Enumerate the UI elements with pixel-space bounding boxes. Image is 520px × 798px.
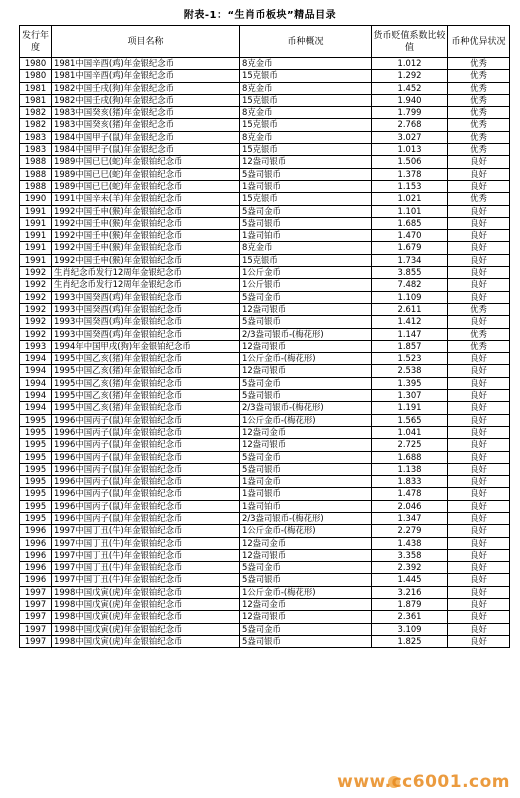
cell-year: 1994: [20, 353, 52, 365]
cell-coefficient: 1.685: [372, 217, 448, 229]
table-row: [20, 131, 510, 143]
table-row: [20, 144, 510, 156]
cell-coin-type: 15克银币: [240, 254, 372, 266]
cell-year: 1981: [20, 94, 52, 106]
cell-year: 1983: [20, 131, 52, 143]
table-row: [20, 549, 510, 561]
table-row: [20, 586, 510, 598]
cell-name: 1998中国戊寅(虎)年金银铂纪念币: [52, 611, 240, 623]
cell-year: 1988: [20, 168, 52, 180]
page-title: 附表-1：“生肖币板块”精品目录: [183, 10, 337, 21]
cell-name: 1992中国壬申(猴)年金银铂纪念币: [52, 254, 240, 266]
cell-name: 1997中国丁丑(牛)年金银铂纪念币: [52, 537, 240, 549]
cell-year: 1997: [20, 623, 52, 635]
cell-coin-type: 2/3盎司银币-(梅花形): [240, 512, 372, 524]
cell-coefficient: 2.392: [372, 562, 448, 574]
cell-coefficient: 1.879: [372, 599, 448, 611]
cell-rating: 优秀: [448, 131, 510, 143]
cell-year: 1980: [20, 58, 52, 70]
cell-year: 1980: [20, 70, 52, 82]
cell-year: 1995: [20, 426, 52, 438]
cell-rating: 优秀: [448, 303, 510, 315]
cell-coefficient: 1.101: [372, 205, 448, 217]
cell-coin-type: 8克金币: [240, 242, 372, 254]
cell-year: 1997: [20, 635, 52, 647]
cell-rating: 良好: [448, 488, 510, 500]
cell-coefficient: 1.412: [372, 316, 448, 328]
cell-coefficient: 1.734: [372, 254, 448, 266]
cell-coin-type: 8克金币: [240, 131, 372, 143]
cell-name: 1998中国戊寅(虎)年金银铂纪念币: [52, 635, 240, 647]
table-row: [20, 623, 510, 635]
table-row: [20, 414, 510, 426]
cell-rating: 良好: [448, 439, 510, 451]
cell-year: 1983: [20, 144, 52, 156]
cell-name: 1996中国丙子(鼠)年金银铂纪念币: [52, 488, 240, 500]
cell-coin-type: 2/3盎司银币-(梅花形): [240, 328, 372, 340]
cell-rating: 优秀: [448, 340, 510, 352]
cell-rating: 良好: [448, 549, 510, 561]
cell-coefficient: 1.395: [372, 377, 448, 389]
table-row: [20, 599, 510, 611]
cell-name: 1991中国辛未(羊)年金银铂纪念币: [52, 193, 240, 205]
table-row: [20, 488, 510, 500]
cell-year: 1992: [20, 328, 52, 340]
cell-rating: 良好: [448, 205, 510, 217]
cell-coin-type: 15克银币: [240, 70, 372, 82]
cell-rating: 良好: [448, 476, 510, 488]
watermark: www.cc6001.com: [337, 772, 510, 792]
cell-coefficient: 1.506: [372, 156, 448, 168]
cell-coefficient: 1.833: [372, 476, 448, 488]
table-row: [20, 574, 510, 586]
cell-coefficient: 1.109: [372, 291, 448, 303]
cell-name: 1995中国乙亥(猪)年金银铂纪念币: [52, 402, 240, 414]
cell-year: 1996: [20, 574, 52, 586]
table-row: [20, 537, 510, 549]
cell-rating: 良好: [448, 451, 510, 463]
cell-name: 1996中国丙子(鼠)年金银铂纪念币: [52, 500, 240, 512]
cell-name: 1983中国癸亥(猪)年金银纪念币: [52, 119, 240, 131]
cell-year: 1995: [20, 414, 52, 426]
cell-coefficient: 2.768: [372, 119, 448, 131]
cell-coefficient: 1.147: [372, 328, 448, 340]
cell-name: 1981中国辛酉(鸡)年金银纪念币: [52, 58, 240, 70]
cell-coin-type: 12盎司金币: [240, 537, 372, 549]
cell-rating: 良好: [448, 611, 510, 623]
cell-coin-type: 1公斤银币: [240, 279, 372, 291]
cell-rating: 良好: [448, 180, 510, 192]
cell-name: 1996中国丙子(鼠)年金银铂纪念币: [52, 463, 240, 475]
cell-year: 1991: [20, 254, 52, 266]
cell-name: 1993中国癸酉(鸡)年金银铂纪念币: [52, 328, 240, 340]
cell-name: 1998中国戊寅(虎)年金银铂纪念币: [52, 623, 240, 635]
table-row: [20, 512, 510, 524]
cell-rating: 良好: [448, 156, 510, 168]
cell-name: 1998中国戊寅(虎)年金银铂纪念币: [52, 599, 240, 611]
header-year: 发行年度: [20, 26, 52, 58]
cell-name: 1983中国癸亥(猪)年金银纪念币: [52, 107, 240, 119]
cell-coefficient: 1.445: [372, 574, 448, 586]
cell-coin-type: 12盎司银币: [240, 303, 372, 315]
cell-rating: 良好: [448, 586, 510, 598]
cell-rating: 优秀: [448, 107, 510, 119]
cell-rating: 优秀: [448, 144, 510, 156]
cell-name: 1995中国乙亥(猪)年金银铂纪念币: [52, 390, 240, 402]
cell-coin-type: 5盎司银币: [240, 635, 372, 647]
cell-rating: 良好: [448, 365, 510, 377]
cell-coin-type: 5盎司银币: [240, 168, 372, 180]
cell-rating: 优秀: [448, 82, 510, 94]
table-row: [20, 254, 510, 266]
cell-name: 1982中国壬戌(狗)年金银纪念币: [52, 82, 240, 94]
cell-coin-type: 12盎司银币: [240, 340, 372, 352]
cell-name: 1994年中国甲戌(狗)年金银铂纪念币: [52, 340, 240, 352]
cell-coin-type: 12盎司银币: [240, 611, 372, 623]
cell-coefficient: 3.358: [372, 549, 448, 561]
cell-coin-type: 1公斤金币: [240, 267, 372, 279]
cell-year: 1997: [20, 586, 52, 598]
cell-name: 1992中国壬申(猴)年金银铂纪念币: [52, 217, 240, 229]
cell-name: 1995中国乙亥(猪)年金银铂纪念币: [52, 353, 240, 365]
cell-rating: 良好: [448, 254, 510, 266]
cell-coin-type: 5盎司银币: [240, 217, 372, 229]
cell-coin-type: 5盎司金币: [240, 623, 372, 635]
cell-coefficient: 1.438: [372, 537, 448, 549]
table-header: [20, 26, 510, 58]
cell-coefficient: 1.478: [372, 488, 448, 500]
cell-coefficient: 1.347: [372, 512, 448, 524]
header-rating: 币种优异状况: [448, 26, 510, 58]
cell-year: 1996: [20, 562, 52, 574]
cell-year: 1995: [20, 463, 52, 475]
cell-coin-type: 1盎司银币: [240, 180, 372, 192]
cell-rating: 优秀: [448, 328, 510, 340]
cell-rating: 优秀: [448, 94, 510, 106]
cell-name: 1992中国壬申(猴)年金银铂纪念币: [52, 242, 240, 254]
cell-coin-type: 5盎司银币: [240, 574, 372, 586]
table-row: [20, 525, 510, 537]
cell-coefficient: 2.725: [372, 439, 448, 451]
cell-year: 1992: [20, 303, 52, 315]
table-row: [20, 107, 510, 119]
cell-name: 1993中国癸酉(鸡)年金银铂纪念币: [52, 316, 240, 328]
cell-coin-type: 5盎司金币: [240, 291, 372, 303]
table-row: [20, 230, 510, 242]
cell-coefficient: 1.565: [372, 414, 448, 426]
cell-coefficient: 1.013: [372, 144, 448, 156]
cell-name: 1989中国已巳(蛇)年金银铂纪念币: [52, 180, 240, 192]
cell-year: 1992: [20, 279, 52, 291]
cell-coefficient: 3.109: [372, 623, 448, 635]
cell-rating: 良好: [448, 426, 510, 438]
cell-name: 1996中国丙子(鼠)年金银铂纪念币: [52, 414, 240, 426]
cell-name: 1996中国丙子(鼠)年金银铂纪念币: [52, 426, 240, 438]
cell-coefficient: 1.138: [372, 463, 448, 475]
cell-year: 1994: [20, 365, 52, 377]
cell-coefficient: 1.041: [372, 426, 448, 438]
table-row: [20, 562, 510, 574]
cell-coin-type: 12盎司金币: [240, 599, 372, 611]
cell-name: 1993中国癸酉(鸡)年金银铂纪念币: [52, 291, 240, 303]
table-row: [20, 180, 510, 192]
table-row: [20, 390, 510, 402]
cell-name: 1984中国甲子(鼠)年金银纪念币: [52, 144, 240, 156]
table-body: [20, 58, 510, 648]
cell-coin-type: 1公斤金币-(梅花形): [240, 525, 372, 537]
cell-coefficient: 1.799: [372, 107, 448, 119]
table-row: [20, 476, 510, 488]
cell-coefficient: 1.825: [372, 635, 448, 647]
cell-rating: 良好: [448, 500, 510, 512]
cell-name: 1989中国已巳(蛇)年金银铂纪念币: [52, 156, 240, 168]
cell-coin-type: 5盎司金币: [240, 451, 372, 463]
cell-coin-type: 12盎司金币: [240, 426, 372, 438]
cell-year: 1981: [20, 82, 52, 94]
table-row: [20, 365, 510, 377]
cell-coefficient: 2.611: [372, 303, 448, 315]
cell-rating: 良好: [448, 562, 510, 574]
cell-coin-type: 5盎司金币: [240, 205, 372, 217]
cell-year: 1993: [20, 340, 52, 352]
cell-name: 1997中国丁丑(牛)年金银铂纪念币: [52, 562, 240, 574]
cell-coefficient: 1.378: [372, 168, 448, 180]
table-row: [20, 353, 510, 365]
cell-coin-type: 15克银币: [240, 144, 372, 156]
cell-coin-type: 5盎司银币: [240, 463, 372, 475]
cell-name: 1997中国丁丑(牛)年金银铂纪念币: [52, 549, 240, 561]
header-name: 项目名称: [52, 26, 240, 58]
cell-coin-type: 8克金币: [240, 58, 372, 70]
cell-coin-type: 2/3盎司银币-(梅花形): [240, 402, 372, 414]
cell-rating: 良好: [448, 390, 510, 402]
cell-year: 1995: [20, 439, 52, 451]
cell-name: 1996中国丙子(鼠)年金银铂纪念币: [52, 451, 240, 463]
cell-coefficient: 1.191: [372, 402, 448, 414]
cell-name: 1998中国戊寅(虎)年金银铂纪念币: [52, 586, 240, 598]
cell-name: 1997中国丁丑(牛)年金银铂纪念币: [52, 525, 240, 537]
cell-rating: 良好: [448, 537, 510, 549]
cell-coefficient: 1.307: [372, 390, 448, 402]
cell-coin-type: 5盎司金币: [240, 377, 372, 389]
cell-year: 1988: [20, 180, 52, 192]
cell-coin-type: 12盎司银币: [240, 549, 372, 561]
cell-year: 1994: [20, 402, 52, 414]
table-row: [20, 303, 510, 315]
cell-year: 1988: [20, 156, 52, 168]
cell-year: 1982: [20, 119, 52, 131]
cell-coefficient: 1.688: [372, 451, 448, 463]
table-row: [20, 70, 510, 82]
cell-coin-type: 8克金币: [240, 82, 372, 94]
cell-year: 1995: [20, 512, 52, 524]
cell-name: 1996中国丙子(鼠)年金银铂纪念币: [52, 512, 240, 524]
cell-coefficient: 2.279: [372, 525, 448, 537]
table-row: [20, 156, 510, 168]
cell-year: 1996: [20, 525, 52, 537]
cell-rating: 优秀: [448, 70, 510, 82]
cell-year: 1992: [20, 316, 52, 328]
cell-year: 1995: [20, 451, 52, 463]
cell-coefficient: 2.046: [372, 500, 448, 512]
cell-coefficient: 1.679: [372, 242, 448, 254]
cell-year: 1997: [20, 611, 52, 623]
cell-coefficient: 1.292: [372, 70, 448, 82]
cell-name: 生肖纪念币发行12周年金银纪念币: [52, 279, 240, 291]
table-row: [20, 328, 510, 340]
table-row: [20, 451, 510, 463]
cell-coefficient: 1.452: [372, 82, 448, 94]
cell-coefficient: 3.216: [372, 586, 448, 598]
cell-coin-type: 8克金币: [240, 107, 372, 119]
cell-coin-type: 5盎司银币: [240, 316, 372, 328]
header-coin-type: 币种概况: [240, 26, 372, 58]
cell-rating: 良好: [448, 525, 510, 537]
cell-coin-type: 5盎司金币: [240, 562, 372, 574]
cell-name: 1995中国乙亥(猪)年金银铂纪念币: [52, 365, 240, 377]
cell-coin-type: 1公斤金币-(梅花形): [240, 414, 372, 426]
cell-rating: 良好: [448, 217, 510, 229]
cell-year: 1994: [20, 377, 52, 389]
cell-year: 1991: [20, 217, 52, 229]
cell-name: 1984中国甲子(鼠)年金银纪念币: [52, 131, 240, 143]
cell-year: 1990: [20, 193, 52, 205]
cell-coefficient: 7.482: [372, 279, 448, 291]
table-row: [20, 267, 510, 279]
cell-name: 1996中国丙子(鼠)年金银铂纪念币: [52, 439, 240, 451]
cell-coin-type: 12盎司银币: [240, 156, 372, 168]
cell-year: 1994: [20, 390, 52, 402]
table-row: [20, 82, 510, 94]
cell-rating: 良好: [448, 512, 510, 524]
cell-year: 1997: [20, 599, 52, 611]
cell-name: 1982中国壬戌(狗)年金银纪念币: [52, 94, 240, 106]
cell-coefficient: 1.470: [372, 230, 448, 242]
cell-year: 1995: [20, 500, 52, 512]
cell-rating: 良好: [448, 463, 510, 475]
cell-rating: 良好: [448, 623, 510, 635]
table-row: [20, 58, 510, 70]
cell-rating: 良好: [448, 230, 510, 242]
cell-name: 生肖纪念币发行12周年金银纪念币: [52, 267, 240, 279]
cell-coefficient: 1.523: [372, 353, 448, 365]
cell-coefficient: 1.857: [372, 340, 448, 352]
cell-rating: 良好: [448, 635, 510, 647]
cell-year: 1995: [20, 476, 52, 488]
cell-rating: 良好: [448, 414, 510, 426]
cell-coin-type: 5盎司银币: [240, 390, 372, 402]
cell-coin-type: 12盎司银币: [240, 365, 372, 377]
cell-rating: 优秀: [448, 193, 510, 205]
cell-coin-type: 15克银币: [240, 193, 372, 205]
cell-coin-type: 1盎司铂币: [240, 500, 372, 512]
cell-year: 1996: [20, 537, 52, 549]
cell-coefficient: 2.361: [372, 611, 448, 623]
cell-rating: 良好: [448, 291, 510, 303]
table-row: [20, 242, 510, 254]
cell-rating: 良好: [448, 402, 510, 414]
cell-rating: 良好: [448, 574, 510, 586]
table-row: [20, 426, 510, 438]
cell-coefficient: 3.855: [372, 267, 448, 279]
table-row: [20, 611, 510, 623]
cell-coefficient: 2.538: [372, 365, 448, 377]
table-row: [20, 340, 510, 352]
cell-name: 1981中国辛酉(鸡)年金银纪念币: [52, 70, 240, 82]
table-row: [20, 291, 510, 303]
cell-coin-type: 1公斤金币-(梅花形): [240, 586, 372, 598]
cell-year: 1991: [20, 242, 52, 254]
cell-coefficient: 1.012: [372, 58, 448, 70]
cell-coin-type: 1盎司银币: [240, 488, 372, 500]
cell-rating: 优秀: [448, 119, 510, 131]
cell-coefficient: 1.940: [372, 94, 448, 106]
table-row: [20, 463, 510, 475]
cell-name: 1992中国壬申(猴)年金银铂纪念币: [52, 205, 240, 217]
cell-name: 1989中国已巳(蛇)年金银铂纪念币: [52, 168, 240, 180]
cell-rating: 良好: [448, 279, 510, 291]
coin-catalog-table: [19, 25, 510, 648]
cell-name: 1993中国癸酉(鸡)年金银铂纪念币: [52, 303, 240, 315]
cell-name: 1997中国丁丑(牛)年金银铂纪念币: [52, 574, 240, 586]
cell-coin-type: 1盎司金币: [240, 476, 372, 488]
cell-coefficient: 1.153: [372, 180, 448, 192]
cell-rating: 优秀: [448, 58, 510, 70]
table-row: [20, 193, 510, 205]
cell-rating: 良好: [448, 242, 510, 254]
cell-year: 1992: [20, 267, 52, 279]
table-row: [20, 500, 510, 512]
cell-coin-type: 15克银币: [240, 119, 372, 131]
cell-rating: 良好: [448, 168, 510, 180]
table-row: [20, 205, 510, 217]
table-row: [20, 377, 510, 389]
cell-rating: 良好: [448, 377, 510, 389]
cell-coin-type: 12盎司银币: [240, 439, 372, 451]
cell-year: 1991: [20, 205, 52, 217]
header-coefficient: 货币贬值系数比较值: [372, 26, 448, 58]
cell-year: 1995: [20, 488, 52, 500]
cell-rating: 良好: [448, 316, 510, 328]
table-row: [20, 316, 510, 328]
cell-name: 1996中国丙子(鼠)年金银铂纪念币: [52, 476, 240, 488]
cell-coefficient: 1.021: [372, 193, 448, 205]
table-row: [20, 439, 510, 451]
cell-rating: 良好: [448, 599, 510, 611]
table-row: [20, 402, 510, 414]
table-row: [20, 279, 510, 291]
table-row: [20, 94, 510, 106]
table-row: [20, 168, 510, 180]
table-row: [20, 217, 510, 229]
table-row: [20, 119, 510, 131]
cell-rating: 良好: [448, 267, 510, 279]
cell-coefficient: 3.027: [372, 131, 448, 143]
cell-rating: 良好: [448, 353, 510, 365]
table-row: [20, 635, 510, 647]
cell-year: 1992: [20, 291, 52, 303]
cell-year: 1991: [20, 230, 52, 242]
cell-year: 1996: [20, 549, 52, 561]
cell-coin-type: 1盎司铂币: [240, 230, 372, 242]
cell-name: 1992中国壬申(猴)年金银铂纪念币: [52, 230, 240, 242]
cell-year: 1982: [20, 107, 52, 119]
cell-name: 1995中国乙亥(猪)年金银铂纪念币: [52, 377, 240, 389]
cell-coin-type: 15克银币: [240, 94, 372, 106]
cell-coin-type: 1公斤金币-(梅花形): [240, 353, 372, 365]
